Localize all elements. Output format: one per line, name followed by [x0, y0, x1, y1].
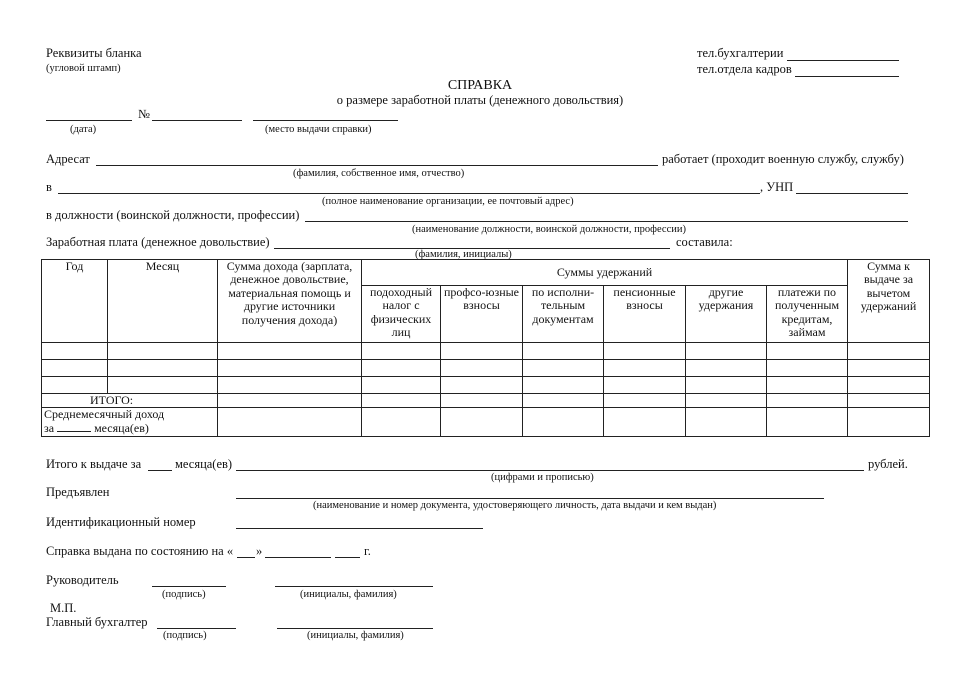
director-label: Руководитель — [46, 573, 119, 587]
average-income-cell — [42, 408, 218, 437]
status-day-field[interactable] — [237, 557, 255, 558]
header-other-deductions: другие удержания — [686, 286, 767, 343]
header-pension-fees: пенсионные взносы — [604, 286, 686, 343]
presented-caption: (наименование и номер документа, удостоверяющего личность, дата выдачи и кем выдан) — [313, 500, 717, 511]
header-payable: Сумма к выдаче за вычетом удержаний — [848, 260, 930, 343]
average-income-label: Среднемесячный доход — [44, 407, 165, 422]
corner-stamp-caption: (угловой штамп) — [46, 63, 121, 74]
header-deductions: Суммы удержаний — [362, 260, 848, 286]
chief-name-field[interactable] — [277, 628, 433, 629]
stamp-label: М.П. — [50, 601, 77, 615]
header-income: Сумма дохода (зарплата, денежное довольствие, материальная помощь и другие источники получения дохода) — [218, 260, 362, 343]
position-field[interactable] — [305, 221, 908, 222]
place-caption: (место выдачи справки) — [265, 124, 372, 135]
income-table — [41, 259, 930, 437]
director-initials-caption: (инициалы, фамилия) — [300, 589, 397, 600]
total-issue-amount-field[interactable] — [236, 470, 864, 471]
chief-signature-field[interactable] — [157, 628, 236, 629]
salary-label: Заработная плата (денежное довольствие) — [46, 235, 270, 249]
organization-field[interactable] — [58, 193, 760, 194]
salary-caption: (фамилия, инициалы) — [415, 249, 512, 260]
place-field[interactable] — [253, 120, 398, 121]
header-loan-payments: платежи по полученным кредитам, займам — [767, 286, 848, 343]
phone-hr-field[interactable] — [795, 76, 899, 77]
phone-hr-label: тел.отдела кадров — [697, 62, 792, 76]
total-issue-months-label: месяца(ев) — [175, 457, 233, 471]
id-number-label: Идентификационный номер — [46, 515, 196, 529]
average-months-field[interactable] — [57, 431, 91, 432]
requisites-label: Реквизиты бланка — [46, 46, 142, 60]
table-row[interactable] — [42, 377, 930, 394]
status-month-field[interactable] — [265, 557, 331, 558]
status-year-label: г. — [364, 544, 371, 558]
total-label: ИТОГО: — [42, 394, 218, 408]
header-month: Месяц — [108, 260, 218, 343]
header-year: Год — [42, 260, 108, 343]
header-union-fees: профсо-юзные взносы — [441, 286, 523, 343]
average-za: за — [44, 420, 55, 435]
chief-signature-caption: (подпись) — [163, 630, 207, 641]
id-number-field[interactable] — [236, 528, 483, 529]
phone-accounting-label: тел.бухгалтерии — [697, 46, 784, 60]
position-caption: (наименование должности, воинской должности, профессии) — [412, 224, 686, 235]
status-label: Справка выдана по состоянию на « — [46, 544, 234, 558]
addressee-caption: (фамилия, собственное имя, отчество) — [293, 168, 465, 179]
total-issue-label: Итого к выдаче за — [46, 457, 142, 471]
organization-label: в — [46, 180, 52, 194]
chief-initials-caption: (инициалы, фамилия) — [307, 630, 404, 641]
digits-caption: (цифрами и прописью) — [491, 472, 594, 483]
number-field[interactable] — [152, 120, 242, 121]
number-sign: № — [138, 107, 150, 121]
addressee-label: Адресат — [46, 152, 90, 166]
date-field[interactable] — [46, 120, 132, 121]
document-subtitle: о размере заработной платы (денежного довольствия) — [336, 93, 624, 107]
date-caption: (дата) — [70, 124, 97, 135]
table-row[interactable] — [42, 360, 930, 377]
table-row[interactable] — [42, 343, 930, 360]
document-title: СПРАВКА — [447, 78, 513, 93]
presented-field[interactable] — [236, 498, 824, 499]
presented-label: Предъявлен — [46, 485, 110, 499]
phone-accounting-field[interactable] — [787, 60, 899, 61]
status-year-field[interactable] — [335, 557, 360, 558]
rubles-label: рублей. — [868, 457, 908, 471]
status-quote: » — [256, 544, 263, 558]
header-income-tax: подоходный налог с физических лиц — [362, 286, 441, 343]
average-months-label: месяца(ев) — [94, 420, 149, 435]
director-name-field[interactable] — [275, 586, 433, 587]
director-signature-caption: (подпись) — [162, 589, 206, 600]
unp-label: , УНП — [760, 180, 794, 194]
addressee-field[interactable] — [96, 165, 658, 166]
average-row[interactable] — [42, 408, 930, 437]
chief-accountant-label: Главный бухгалтер — [46, 615, 148, 629]
position-label: в должности (воинской должности, профессии) — [46, 208, 300, 222]
works-text: работает (проходит военную службу, службу) — [662, 152, 904, 166]
salary-amount-text: составила: — [676, 235, 733, 249]
total-row[interactable] — [42, 394, 930, 408]
organization-caption: (полное наименование организации, ее почтовый адрес) — [322, 196, 574, 207]
total-issue-months-field[interactable] — [148, 470, 172, 471]
header-writ-deductions: по исполни-тельным документам — [523, 286, 604, 343]
unp-field[interactable] — [796, 193, 908, 194]
director-signature-field[interactable] — [152, 586, 226, 587]
